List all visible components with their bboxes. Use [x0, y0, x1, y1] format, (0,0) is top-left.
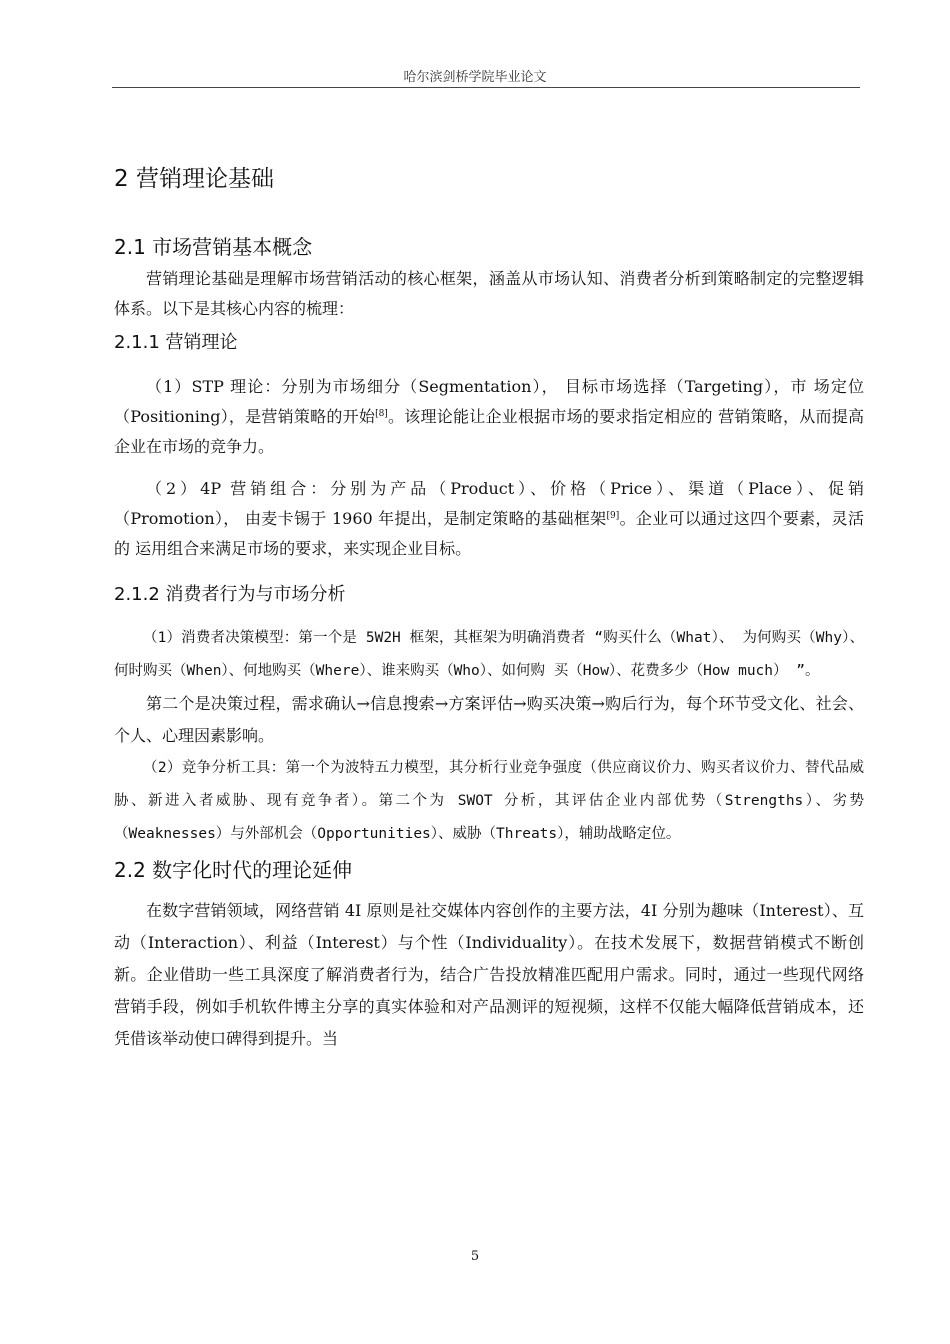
section-2-1-2-heading: 2.1.2 消费者行为与市场分析: [114, 584, 346, 605]
section-2-1-intro: 营销理论基础是理解市场营销活动的核心框架，涵盖从市场认知、消费者分析到策略制定的完整逻辑体系。以下是其核心内容的梳理：: [114, 269, 864, 318]
stp-text: （1）STP 理论：分别为市场细分（Segmentation）， 目标市场选择（Targeting），市 场定位（Positioning），是营销策略的开始: [114, 377, 864, 426]
4p-paragraph: [114, 474, 864, 564]
citation-8: [8]: [375, 409, 388, 419]
chapter-heading: 2 营销理论基础: [114, 166, 274, 192]
page-header: 哈尔滨剑桥学院毕业论文: [403, 70, 547, 85]
4p-tail: 。企业可以通过这四个要素，灵活的 运用组合来满足市场的要求，来实现企业目标。: [114, 509, 864, 558]
page-number: 5: [470, 1249, 480, 1264]
page-body: [114, 160, 864, 1055]
header-rule: [112, 87, 860, 88]
consumer-model-paragraph: （1）消费者决策模型：第一个是 5W2H 框架，其框架为明确消费者 “购买什么（What）、 为何购买（Why）、何时购买（When）、何地购买（Where）、谁来购买（Who）、如何购 买（How）、花费多少（How much） ”。: [114, 630, 864, 679]
digital-marketing-paragraph: 在数字营销领域，网络营销 4I 原则是社交媒体内容创作的主要方法，4I 分别为趣味（Interest）、互动（Interaction）、利益（Interest）与个性（Individuality）。在技术发展下，数据营销模式不断创新。企业借助一些工具深度了解消费者行为，结合广告投放精准匹配用户需求。同时，通过一些现代网络营销手段，例如手机软件博主分享的真实体验和对产品测评的短视频，这样不仅能大幅降低营销成本，还凭借该举动使口碑得到提升。当: [114, 901, 864, 1048]
section-2-2-heading: 2.2 数字化时代的理论延伸: [114, 858, 353, 882]
stp-tail: 。该理论能让企业根据市场的要求指定相应的 营销策略，从而提高企业在市场的竞争力。: [114, 407, 864, 456]
4p-text: （2）4P 营销组合：分别为产品（Product）、价格（Price）、渠道（Place）、促销（Promotion）， 由麦卡锡于 1960 年提出，是制定策略的基础框架: [114, 479, 864, 528]
stp-paragraph: [114, 372, 864, 462]
section-2-1-heading: 2.1 市场营销基本概念: [114, 235, 313, 259]
decision-process-paragraph: 第二个是决策过程，需求确认→信息搜索→方案评估→购买决策→购后行为，每个环节受文化、社会、个人、心理因素影响。: [114, 694, 864, 745]
citation-9: [9]: [606, 511, 620, 521]
competition-paragraph: （2）竞争分析工具：第一个为波特五力模型，其分析行业竞争强度（供应商议价力、购买者议价力、替代品威胁、新进入者威胁、现有竞争者）。第二个为 SWOT 分析，其评估企业内部优势（Strengths）、劣势（Weaknesses）与外部机会（Opportunities）、威胁（Threats），辅助战略定位。: [114, 760, 864, 842]
section-2-1-1-heading: 2.1.1 营销理论: [114, 332, 238, 353]
